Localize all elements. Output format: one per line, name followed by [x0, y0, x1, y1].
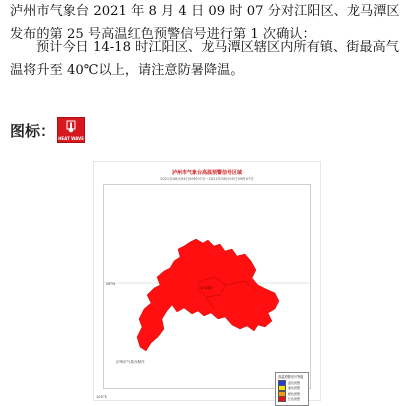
warning-paragraph-1: 泸州市气象台 2021 年 8 月 4 日 09 时 07 分对江阳区、龙马潭区发布的第 25 号高温红色预警信号进行第 1 次确认：: [10, 4, 400, 42]
legend-swatch-red: [278, 396, 286, 402]
warning-map: [94, 162, 320, 400]
legend-label: 橙色预警: [288, 391, 301, 396]
legend-label: 红色预警: [288, 397, 301, 402]
warning-region: [137, 239, 279, 351]
heat-warning-icon: [57, 117, 85, 143]
legend-label: 蓝色预警: [288, 380, 301, 385]
map-title: 泸州市气象台高温预警信号区域: [171, 170, 242, 176]
icon-row: [10, 117, 85, 143]
map-legend: [275, 372, 309, 406]
map-area: [103, 184, 311, 402]
warning-paragraph-2: 预计今日 14-18 时江阳区、龙马潭区辖区内所有镇、街最高气温将升至 40℃以上，请注意防暑降温。: [10, 40, 399, 78]
latitude-label: 28°N: [106, 282, 116, 286]
longitude-label: 105°E: [96, 395, 107, 399]
map-source: 泸州市气象台制作: [116, 360, 145, 364]
icon-label: 图标：: [10, 121, 56, 140]
map-subtitle: 2021年08月04日09时07分~2021年08月05日09时07分: [160, 177, 254, 181]
legend-item: [278, 397, 306, 403]
legend-label: 黄色预警: [288, 386, 301, 391]
heat-icon-caption: HEAT WAVE: [58, 136, 84, 141]
legend-title: 高温预警信号等级: [278, 375, 304, 379]
thermometer-icon: [64, 120, 78, 134]
region-label: 龙马潭区: [200, 286, 213, 290]
